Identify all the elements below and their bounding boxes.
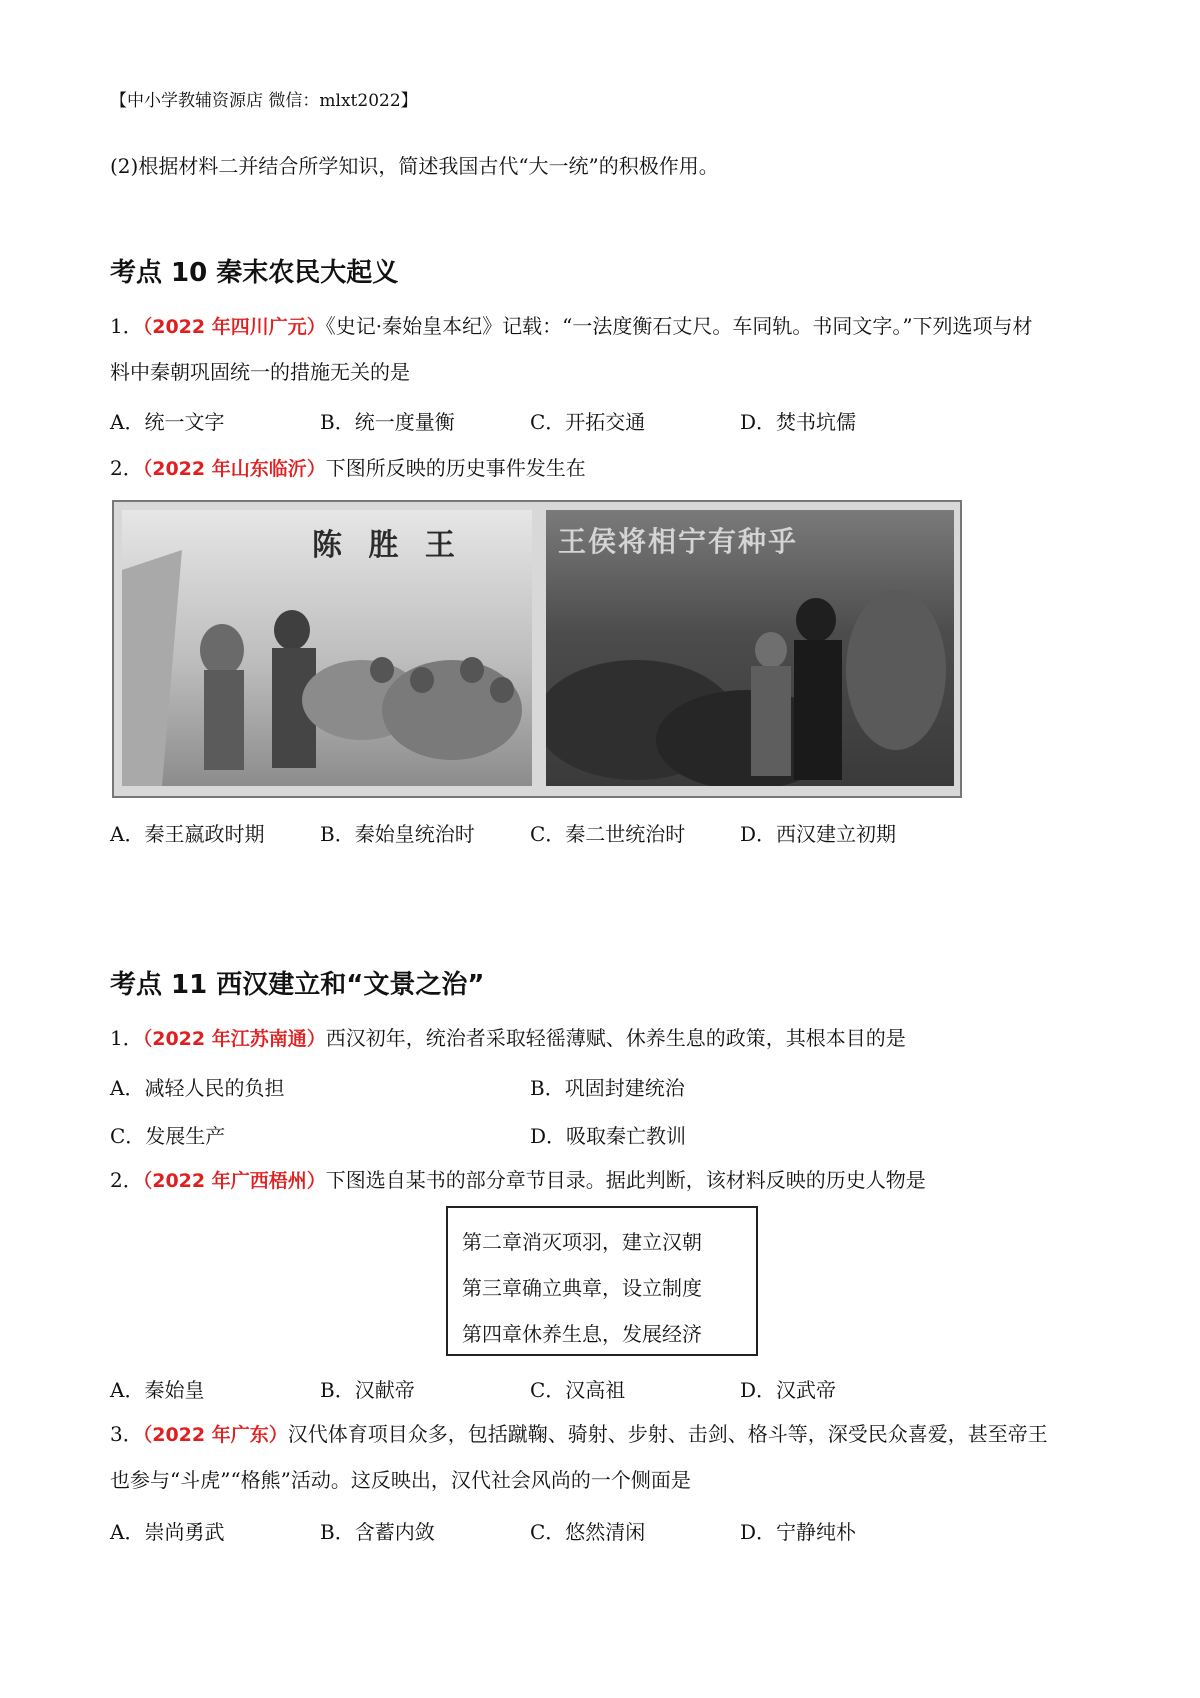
option-c: C．悠然清闲 xyxy=(530,1520,646,1544)
illustration-caption-left: 陈 胜 王 xyxy=(312,528,463,563)
illustration-panel-chen-sheng xyxy=(122,510,532,786)
question-number: 1． xyxy=(110,314,143,338)
historical-illustration xyxy=(112,500,962,798)
option-c: C．开拓交通 xyxy=(530,410,646,434)
option-b: B．统一度量衡 xyxy=(320,410,455,434)
option-c: C．汉高祖 xyxy=(530,1378,626,1402)
option-a: A．秦王嬴政时期 xyxy=(110,822,265,846)
question-11-3-line2: 也参与“斗虎”“格熊”活动。这反映出，汉代社会风尚的一个侧面是 xyxy=(110,1468,691,1492)
toc-line: 第二章消灭项羽，建立汉朝 xyxy=(462,1230,702,1254)
question-number: 2． xyxy=(110,456,143,480)
question-11-3 xyxy=(110,1420,1048,1449)
option-d: D．焚书坑儒 xyxy=(740,410,857,434)
question-10-1-line2: 料中秦朝巩固统一的措施无关的是 xyxy=(110,360,410,384)
question-text: 下图选自某书的部分章节目录。据此判断，该材料反映的历史人物是 xyxy=(325,1168,926,1192)
option-c: C．秦二世统治时 xyxy=(530,822,686,846)
question-10-1 xyxy=(110,312,1033,341)
option-a: A．减轻人民的负担 xyxy=(110,1076,285,1100)
option-d: D．吸取秦亡教训 xyxy=(530,1124,687,1148)
option-a: A．秦始皇 xyxy=(110,1378,205,1402)
option-b: B．含蓄内敛 xyxy=(320,1520,435,1544)
question-11-2 xyxy=(110,1166,926,1195)
question-source: （2022 年山东临沂） xyxy=(142,458,326,480)
question-source: （2022 年广东） xyxy=(142,1424,288,1446)
question-text: 《史记·秦始皇本纪》记载：“一法度衡石丈尺。车同轨。书同文字。”下列选项与材 xyxy=(325,314,1033,338)
question-text: 下图所反映的历史事件发生在 xyxy=(325,456,586,480)
toc-line: 第四章休养生息，发展经济 xyxy=(462,1322,702,1346)
illustration-panel-uprising xyxy=(546,510,954,786)
question-number: 2． xyxy=(110,1168,143,1192)
watermark: 【中小学教辅资源店 微信：mlxt2022】 xyxy=(110,91,418,111)
section-title-11: 考点 11 西汉建立和“文景之治” xyxy=(110,970,485,1000)
toc-line: 第三章确立典章，设立制度 xyxy=(462,1276,702,1300)
option-c: C．发展生产 xyxy=(110,1124,226,1148)
question-source: （2022 年四川广元） xyxy=(142,316,326,338)
question-11-1 xyxy=(110,1024,906,1053)
previous-question-text: (2)根据材料二并结合所学知识，简述我国古代“大一统”的积极作用。 xyxy=(110,154,719,178)
question-text: 汉代体育项目众多，包括蹴鞠、骑射、步射、击剑、格斗等，深受民众喜爱，甚至帝王 xyxy=(287,1422,1048,1446)
question-10-2 xyxy=(110,454,586,483)
table-of-contents-box xyxy=(446,1206,758,1356)
question-number: 1． xyxy=(110,1026,143,1050)
section-title-10: 考点 10 秦末农民大起义 xyxy=(110,258,399,288)
question-source: （2022 年江苏南通） xyxy=(142,1028,326,1050)
option-d: D．西汉建立初期 xyxy=(740,822,897,846)
illustration-caption-right: 王侯将相宁有种乎 xyxy=(558,525,799,558)
option-b: B．秦始皇统治时 xyxy=(320,822,475,846)
option-a: A．统一文字 xyxy=(110,410,225,434)
question-source: （2022 年广西梧州） xyxy=(142,1170,326,1192)
option-b: B．巩固封建统治 xyxy=(530,1076,685,1100)
question-text: 西汉初年，统治者采取轻徭薄赋、休养生息的政策，其根本目的是 xyxy=(325,1026,906,1050)
option-d: D．汉武帝 xyxy=(740,1378,837,1402)
option-d: D．宁静纯朴 xyxy=(740,1520,857,1544)
option-b: B．汉献帝 xyxy=(320,1378,415,1402)
question-number: 3． xyxy=(110,1422,143,1446)
option-a: A．崇尚勇武 xyxy=(110,1520,225,1544)
